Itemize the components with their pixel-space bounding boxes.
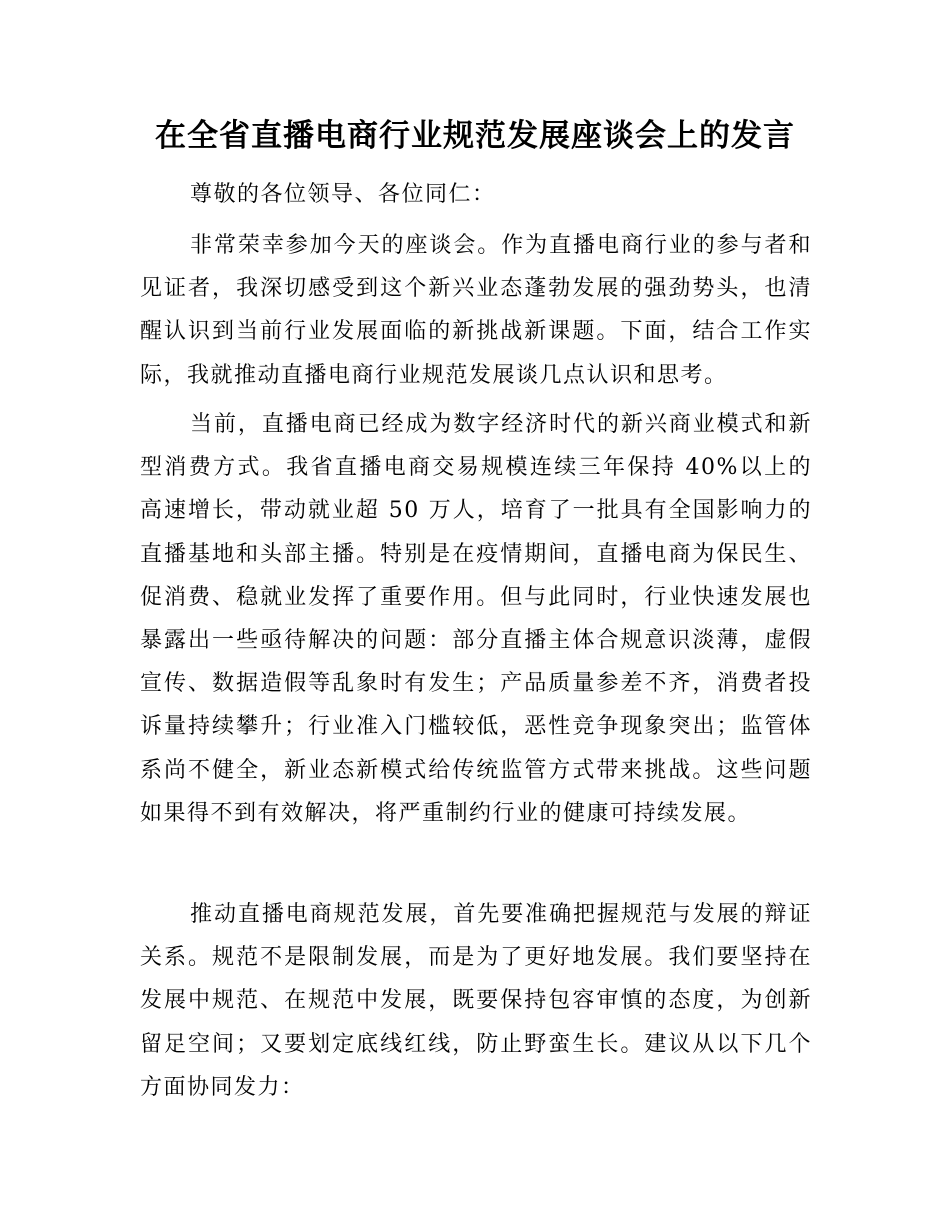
document-title: 在全省直播电商行业规范发展座谈会上的发言: [155, 118, 795, 154]
salutation: 尊敬的各位领导、各位同仁：: [190, 182, 496, 207]
paragraph-current-situation: 当前，直播电商已经成为数字经济时代的新兴商业模式和新型消费方式。我省直播电商交易规模连续三年保持 40%以上的高速增长，带动就业超 50 万人，培育了一批具有全国影响力的直播基地和头部主播。特别是在疫情期间，直播电商为保民生、促消费、稳就业发挥了重要作用。但与此同时，行业快速发展也暴露出一些亟待解决的问题：部分直播主体合规意识淡薄，虚假宣传、数据造假等乱象时有发生；产品质量参差不齐，消费者投诉量持续攀升；行业准入门槛较低，恶性竞争现象突出；监管体系尚不健全，新业态新模式给传统监管方式带来挑战。这些问题如果得不到有效解决，将严重制约行业的健康可持续发展。: [140, 412, 812, 826]
paragraph-intro: 非常荣幸参加今天的座谈会。作为直播电商行业的参与者和见证者，我深切感受到这个新兴业态蓬勃发展的强劲势头，也清醒认识到当前行业发展面临的新挑战新课题。下面，结合工作实际，我就推动直播电商行业规范发展谈几点认识和思考。: [140, 233, 812, 388]
paragraph-regulation-development: 推动直播电商规范发展，首先要准确把握规范与发展的辩证关系。规范不是限制发展，而是为了更好地发展。我们要坚持在发展中规范、在规范中发展，既要保持包容审慎的态度，为创新留足空间；又要划定底线红线，防止野蛮生长。建议从以下几个方面协同发力：: [140, 902, 812, 1100]
